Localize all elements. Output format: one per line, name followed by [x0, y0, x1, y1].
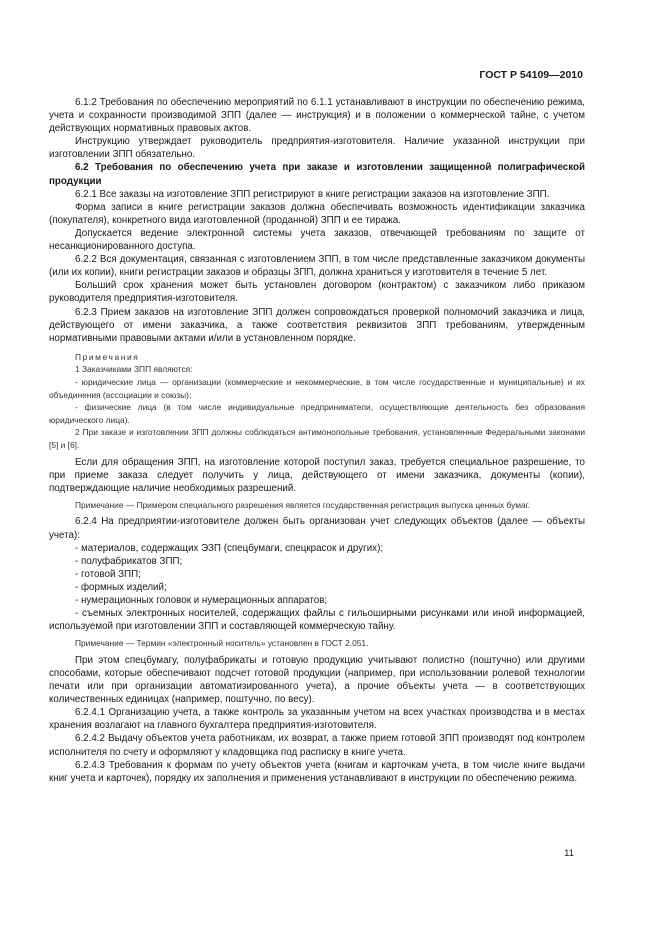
- note-text: Примечание — Примером специального разрешения является государственная регистрация выпуска ценных бумаг.: [75, 499, 530, 510]
- paragraph: 6.2.4.3 Требования к формам по учету объектов учета (книгам и карточкам учета, в том числе книге выдачи книг учета и карточек), порядку их заполнения и применения устанавливают в инструкции по обеспечению режима.: [49, 759, 585, 784]
- list-item: - материалов, содержащих ЭЗП (спецбумаги, спецкрасок и других);: [75, 542, 384, 554]
- list-item: - полуфабрикатов ЗПП;: [75, 555, 183, 567]
- paragraph: 6.2.4.2 Выдачу объектов учета работникам, их возврат, а также прием готовой ЗПП производят под контролем исполнителя по счету и оформляют у кладовщика под расписку в книге учета.: [49, 733, 585, 758]
- paragraph: 6.2.4 На предприятии-изготовителе должен быть организован учет следующих объектов (далее — объекты учета):: [49, 516, 585, 541]
- note-text: Примечание — Термин «электронный носитель» установлен в ГОСТ 2.051.: [75, 638, 369, 649]
- note-text: - юридические лица — организации (коммерческие и некоммерческие, в том числе государственные и муниципальные) и их объединения (ассоциации и союзы);: [49, 376, 585, 400]
- paragraph: Больший срок хранения может быть установлен договором (контрактом) с заказчиком либо приказом руководителя предприятия-изготовителя.: [49, 280, 585, 305]
- list-item: - формных изделий;: [75, 581, 167, 593]
- paragraph: При этом спецбумагу, полуфабрикаты и готовую продукцию учитывают полистно (поштучно) или другими способами, которые обеспечивают подсчет готовой продукции (например, при использовании ролевой технологии печати или при организации автоматизированного учета), а прочие объекты учета — в соответствующих количественных единицах (например, поштучно, по весу).: [49, 654, 585, 706]
- paragraph: 6.2.3 Прием заказов на изготовление ЗПП должен сопровождаться проверкой полномочий заказчика и лица, действующего от имени заказчика, а также соответствия реквизитов ЗПП требованиям, утвержденным нормативными правовыми актами и/или в установленном порядке.: [49, 306, 585, 344]
- list-item: - нумерационных головок и нумерационных аппаратов;: [75, 594, 328, 606]
- standard-header: ГОСТ Р 54109—2010: [479, 69, 583, 81]
- paragraph: 6.2.2 Вся документация, связанная с изготовлением ЗПП, в том числе представленные заказчиком документы (или их копии), книги регистрации заказов и образцы ЗПП, должна храниться у изготовителя в течение 5 лет.: [49, 254, 585, 279]
- paragraph: Если для обращения ЗПП, на изготовление которой поступил заказ, требуется специальное разрешение, то при приеме заказа следует получить у лица, действующего от имени заказчика, документы (копии), подтверждающие наличие необходимых разрешений.: [49, 456, 585, 494]
- notes-heading: Примечания: [75, 351, 140, 362]
- paragraph: Форма записи в книге регистрации заказов должна обеспечивать возможность идентификации заказчика (покупателя), конкретного вида изготовленной (проданной) ЗПП и ее тиража.: [49, 201, 585, 226]
- paragraph: 6.1.2 Требования по обеспечению мероприятий по 6.1.1 устанавливают в инструкции по обеспечению режима, учета и сохранности производимой ЗПП (далее — инструкция) и в положении о коммерческой тайне, с учетом действующих нормативных правовых актов.: [49, 97, 585, 135]
- paragraph: Допускается ведение электронной системы учета заказов, отвечающей требованиям по защите от несанкционированного доступа.: [49, 227, 585, 253]
- list-item: - готовой ЗПП;: [75, 568, 141, 580]
- note-text: 1 Заказчиками ЗПП являются:: [75, 364, 193, 375]
- paragraph: 6.2.1 Все заказы на изготовление ЗПП регистрируют в книге регистрации заказов на изготовление ЗПП.: [75, 188, 550, 200]
- note-text: - физические лица (в том числе индивидуальные предприниматели, осуществляющие деятельность без образования юридического лица).: [49, 402, 585, 425]
- paragraph: 6.2.4.1 Организацию учета, а также контроль за указанным учетом на всех участках производства и в местах хранения возлагают на главного бухгалтера предприятия-изготовителя.: [49, 707, 585, 732]
- document-body: [49, 96, 585, 785]
- page-number: 11: [564, 848, 574, 859]
- list-item: - съемных электронных носителей, содержащих файлы с гильоширными рисунками или иной информацией, используемой при изготовлении ЗПП и составляющей коммерческую тайну.: [49, 608, 585, 633]
- paragraph: Инструкцию утверждает руководитель предприятия-изготовителя. Наличие указанной инструкции при изготовлении ЗПП обязательно.: [49, 136, 585, 161]
- note-text: 2 При заказе и изготовлении ЗПП должны соблюдаться антимонопольные требования, установленные Федеральными законами [5] и [6].: [49, 427, 585, 450]
- section-heading: 6.2 Требования по обеспечению учета при заказе и изготовлении защищенной полиграфической продукции: [49, 162, 585, 187]
